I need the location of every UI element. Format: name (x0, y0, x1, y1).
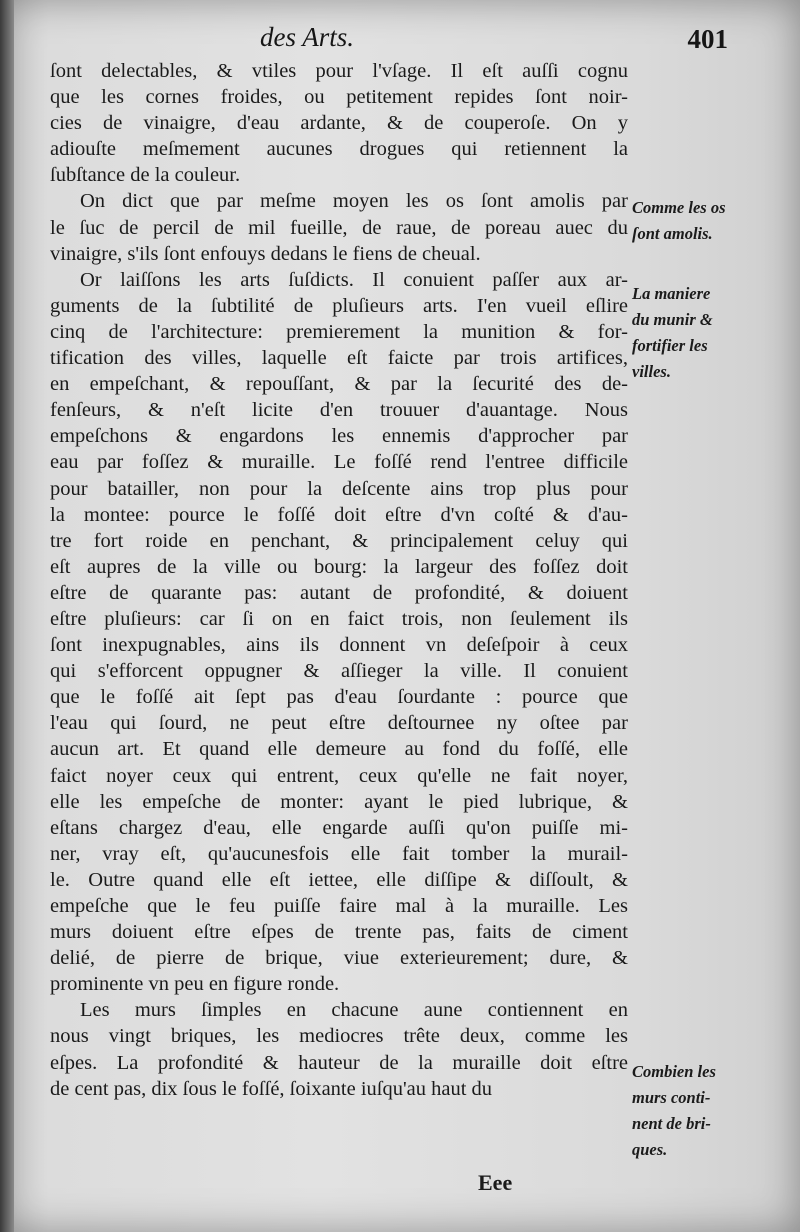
text-line: ner, vray eſt, qu'aucunesfois elle fait tomber la murail- (50, 842, 628, 865)
catchword: Eee (478, 1170, 513, 1195)
text-line: delié, de pierre de brique, viue exterieurement; dure, & (50, 947, 628, 970)
text-line: faict noyer ceux qui entrent, ceux qu'elle ne fait noyer, (50, 764, 628, 787)
text-line: nous vingt briques, les mediocres trête deux, comme les (50, 1025, 628, 1048)
text-line: la montee: pource le foſſé doit eſtre d'vn coſté & d'au- (50, 503, 628, 526)
text-line: le ſuc de percil de mil fueille, de raue, de poreau auec du (50, 216, 628, 239)
text-line: elle les empeſche de monter: ayant le pied lubrique, & (50, 790, 628, 813)
text-line: empeſche que le feu puiſſe faire mal à la muraille. Les (50, 895, 628, 917)
text-line: ſont delectables, & vtiles pour l'vſage. Il eſt auſſi cognu (50, 60, 628, 82)
text-line: eſpes. La profondité & hauteur de la muraille doit eſtre (50, 1051, 628, 1074)
text-line: qui s'efforcent oppugner & aſſieger la ville. Il conuient (50, 660, 628, 683)
text-line: que les cornes froides, ou petitement repides ſont noir- (50, 86, 628, 109)
text-line: l'eau qui ſourd, ne peut eſtre deſtournee ny oſtee par (50, 712, 628, 735)
text-line: adiouſte meſmement aucunes drogues qui retiennent la (50, 138, 628, 161)
text-line: aucun art. Et quand elle demeure au fond du foſſé, elle (50, 738, 628, 761)
text-line: fenſeurs, & n'eſt licite d'en trouuer d'auantage. Nous (50, 399, 628, 422)
text-line: Or laiſſons les arts ſuſdicts. Il conuient paſſer aux ar- (80, 268, 628, 291)
text-line: tre fort roide en penchant, & principalement celuy qui (50, 529, 628, 552)
text-line: cies de vinaigre, d'eau ardante, & de couperoſe. On y (50, 112, 628, 135)
margin-note-line: Comme les os (632, 198, 726, 217)
text-line: pour batailler, non pour la deſcente ains trop plus pour (50, 477, 628, 500)
margin-note-line: ques. (632, 1140, 668, 1159)
running-head: des Arts. (260, 22, 355, 52)
text-line: Les murs ſimples en chacune aune contiennent en (80, 999, 628, 1022)
text-line: cinq de l'architecture: premierement la munition & for- (50, 320, 628, 343)
text-line: eſt aupres de la ville ou bourg: la largeur des foſſez doit (50, 555, 628, 578)
margin-note-line: La maniere (632, 284, 711, 303)
text-line: eſtre de quarante pas: autant de profondité, & doiuent (50, 581, 628, 604)
page-gutter-shadow (0, 0, 14, 1232)
margin-note-line: murs conti- (632, 1088, 711, 1107)
text-line: empeſchons & engardons les ennemis d'approcher par (50, 425, 628, 448)
page-header (50, 22, 750, 62)
text-line: ſubſtance de la couleur. (50, 164, 241, 187)
text-line: eſtans chargez d'eau, elle engarde auſſi qu'on puiſſe mi- (50, 816, 628, 839)
text-line: vinaigre, s'ils ſont enfouys dedans le fiens de cheual. (50, 242, 481, 265)
text-line: de cent pas, dix ſous le foſſé, ſoixante iuſqu'au haut du (50, 1077, 493, 1100)
margin-note-line: ſont amolis. (632, 224, 713, 243)
margin-note-line: fortifier les (632, 336, 708, 355)
text-line: eſtre pluſieurs: car ſi on en faict trois, non ſeulement ils (50, 607, 628, 630)
text-line: en empeſchant, & repouſſant, & par la ſecurité des de- (50, 373, 628, 396)
text-line: prominente vn peu en figure ronde. (50, 973, 340, 996)
text-line: tification des villes, laquelle eſt faicte par trois artifices, (50, 347, 628, 370)
text-line: eau par foſſez & muraille. Le foſſé rend l'entree difficile (50, 451, 628, 474)
text-line: que le foſſé ait ſept pas d'eau ſourdante : pource que (50, 686, 628, 709)
text-line: ſont inexpugnables, ains ils donnent vn deſeſpoir à ceux (50, 634, 628, 657)
main-text-block (50, 58, 628, 1102)
margin-note-line: villes. (632, 362, 671, 381)
margin-note-line: Combien les (632, 1062, 716, 1081)
page-number: 401 (687, 24, 728, 54)
margin-note-line: du munir & (632, 310, 713, 329)
text-line: guments de la ſubtilité de pluſieurs arts. I'en vueil eſlire (50, 294, 628, 317)
text-line: le. Outre quand elle eſt iettee, elle diſſipe & diſſoult, & (50, 868, 628, 891)
text-line: On dict que par meſme moyen les os ſont amolis par (80, 190, 628, 213)
margin-note-line: nent de bri- (632, 1114, 711, 1133)
text-line: murs doiuent eſtre eſpes de trente pas, faits de ciment (50, 921, 628, 944)
